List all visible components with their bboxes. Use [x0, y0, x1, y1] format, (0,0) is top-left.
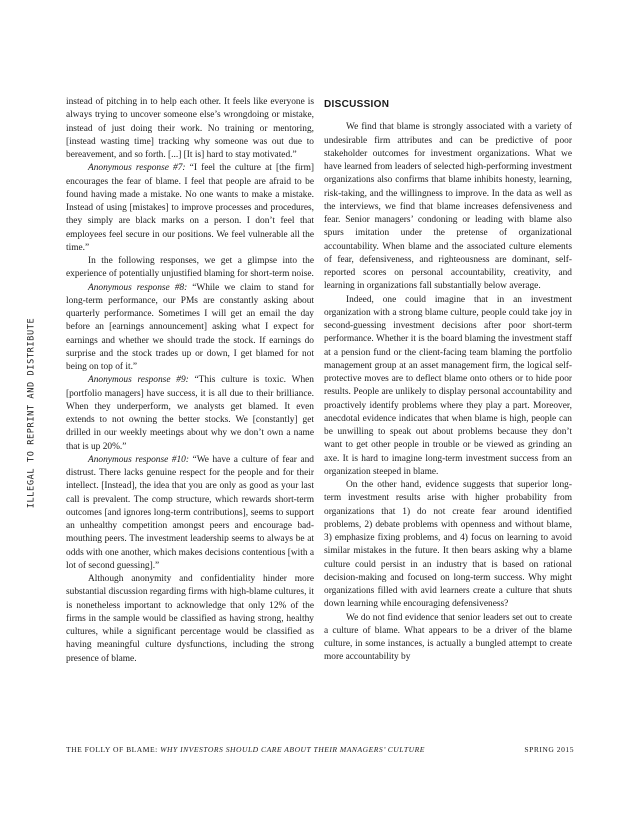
response-label: Anonymous response #8: [88, 282, 188, 293]
paragraph: Although anonymity and confidentiality hinder more substantial discussion regarding firms with high-blame cultures, it is nonetheless important to acknowledge that only 12% of the firms in the sample would be classified as having strong, healthy cultures, while a significant percentage would be classified as having meaningful culture dysfunctions, including the strong presence of blame. [66, 574, 314, 664]
response-label: Anonymous response #7: [88, 163, 186, 174]
response-label: Anonymous response #9: [88, 375, 189, 386]
response-9: Anonymous response #9: “This culture is toxic. When [portfolio managers] have success, it is all due to their brilliance. When they underperform, we analysts get blamed. It even extends to not owning the better stocks. We [constantly] get drilled in our weekly meetings about why we don’t own a name that is up 20%.” [66, 375, 314, 452]
paragraph: On the other hand, evidence suggests that superior long-term investment results arise with higher probability from organizations that 1) do not create fear around identified problems, 2) debate problems with openness and without blame, 3) emphasize fixing problems, and 4) focus on learning to avoid similar mistakes in the future. It then bears asking why a blame culture could persist in an industry that is based on rational decision-making and focused on long-term success. Why might organizations filled with avid learners create a culture that shuts down learning while encouraging defensiveness? [324, 480, 572, 610]
watermark-text: ILLEGAL TO REPRINT AND DISTRIBUTE [26, 317, 37, 509]
response-8: Anonymous response #8: “While we claim to stand for long-term performance, our PMs are constantly asking about quarterly performance. Sometimes I will get an email the day before an [earnings announcement] asking what I expect for earnings and whether we should trade the stock. If earnings do surprise and the stock trades up or down, I get blamed for not being on top of it.” [66, 282, 314, 372]
side-watermark [22, 308, 40, 518]
paragraph: In the following responses, we get a glimpse into the experience of potentially unjustified blaming for short-term noise. [66, 256, 314, 280]
right-column [324, 98, 572, 665]
response-7: Anonymous response #7: “I feel the culture at [the firm] encourages the fear of blame. I feel that people are afraid to be found having made a mistake. No one wants to make a mistake. Instead of using [mistakes] to improve processes and procedures, they simply are black marks on a person. I don’t feel that employees feel secure in our positions. We feel vulnerable all the time.” [66, 163, 314, 253]
left-column [66, 96, 314, 666]
page-footer [66, 745, 574, 754]
section-heading: DISCUSSION [324, 99, 390, 110]
response-label: Anonymous response #10: [88, 454, 189, 465]
response-10: Anonymous response #10: “We have a culture of fear and distrust. There lacks genuine respect for the people and for their intellect. [Instead], the idea that you are only as good as your last call is prevalent. The comp structure, which rewards short-term outcomes [and ignores long-term contributions], seems to support an unhealthy competition amongst peers and encourage bad-mouthing peers. The investment leadership seems to always be at odds with one another, which makes decisions contentious [with a lot of second guessing].” [66, 454, 315, 571]
footer-title: THE FOLLY OF BLAME: WHY INVESTORS SHOULD CARE ABOUT THEIR MANAGERS’ CULTURE [66, 745, 425, 754]
paragraph: We find that blame is strongly associated with a variety of undesirable firm attributes and can be predictive of poor stakeholder outcomes for investment organizations. What we have learned from leaders of selected high-performing investment organizations also confirms that blame inhibits honesty, learning, risk-taking, and the willingness to improve. In the data as well as the interviews, we find that blame increases defensiveness and fear. Senior managers’ condoning or leading with blame also spurs imitation under the pretense of organizational accountability. When blame and the associated culture elements of fear, defensiveness, and righteousness are dominant, self-reported scores on personal accountability, creativity, and learning in organizations fall substantially below average. [324, 122, 572, 292]
footer-issue: SPRING 2015 [524, 745, 574, 754]
paragraph: instead of pitching in to help each other. It feels like everyone is always trying to uncover someone else’s wrongdoing or mistake, instead of just doing their work. No training or mentoring, [instead wasting time] tracking why someone was out due to bereavement, and so forth. [...] [It is] hard to stay motivated.” [66, 97, 314, 160]
paragraph: We do not find evidence that senior leaders set out to create a culture of blame. What appears to be a driver of the blame culture, in some instances, is actually a bungled attempt to create more accountability by [324, 612, 572, 663]
paragraph: Indeed, one could imagine that in an investment organization with a strong blame culture, people could take joy in second-guessing investment decisions after poor short-term performance. Whether it is the board blaming the investment staff at a pension fund or the client-facing team blaming the portfolio management group at an asset management firm, the logical self-protective moves are to deflect blame onto others or to hide poor results. People are unlikely to display personal accountability and proactively identify problems where they play a part. Moreover, anecdotal evidence indicates that when blame is high, people can be unwilling to speak out about problems because they don’t want to get other people in trouble or be viewed as grinding an axe. It is hard to imagine long-term investment success from an organization steeped in blame. [324, 294, 572, 477]
